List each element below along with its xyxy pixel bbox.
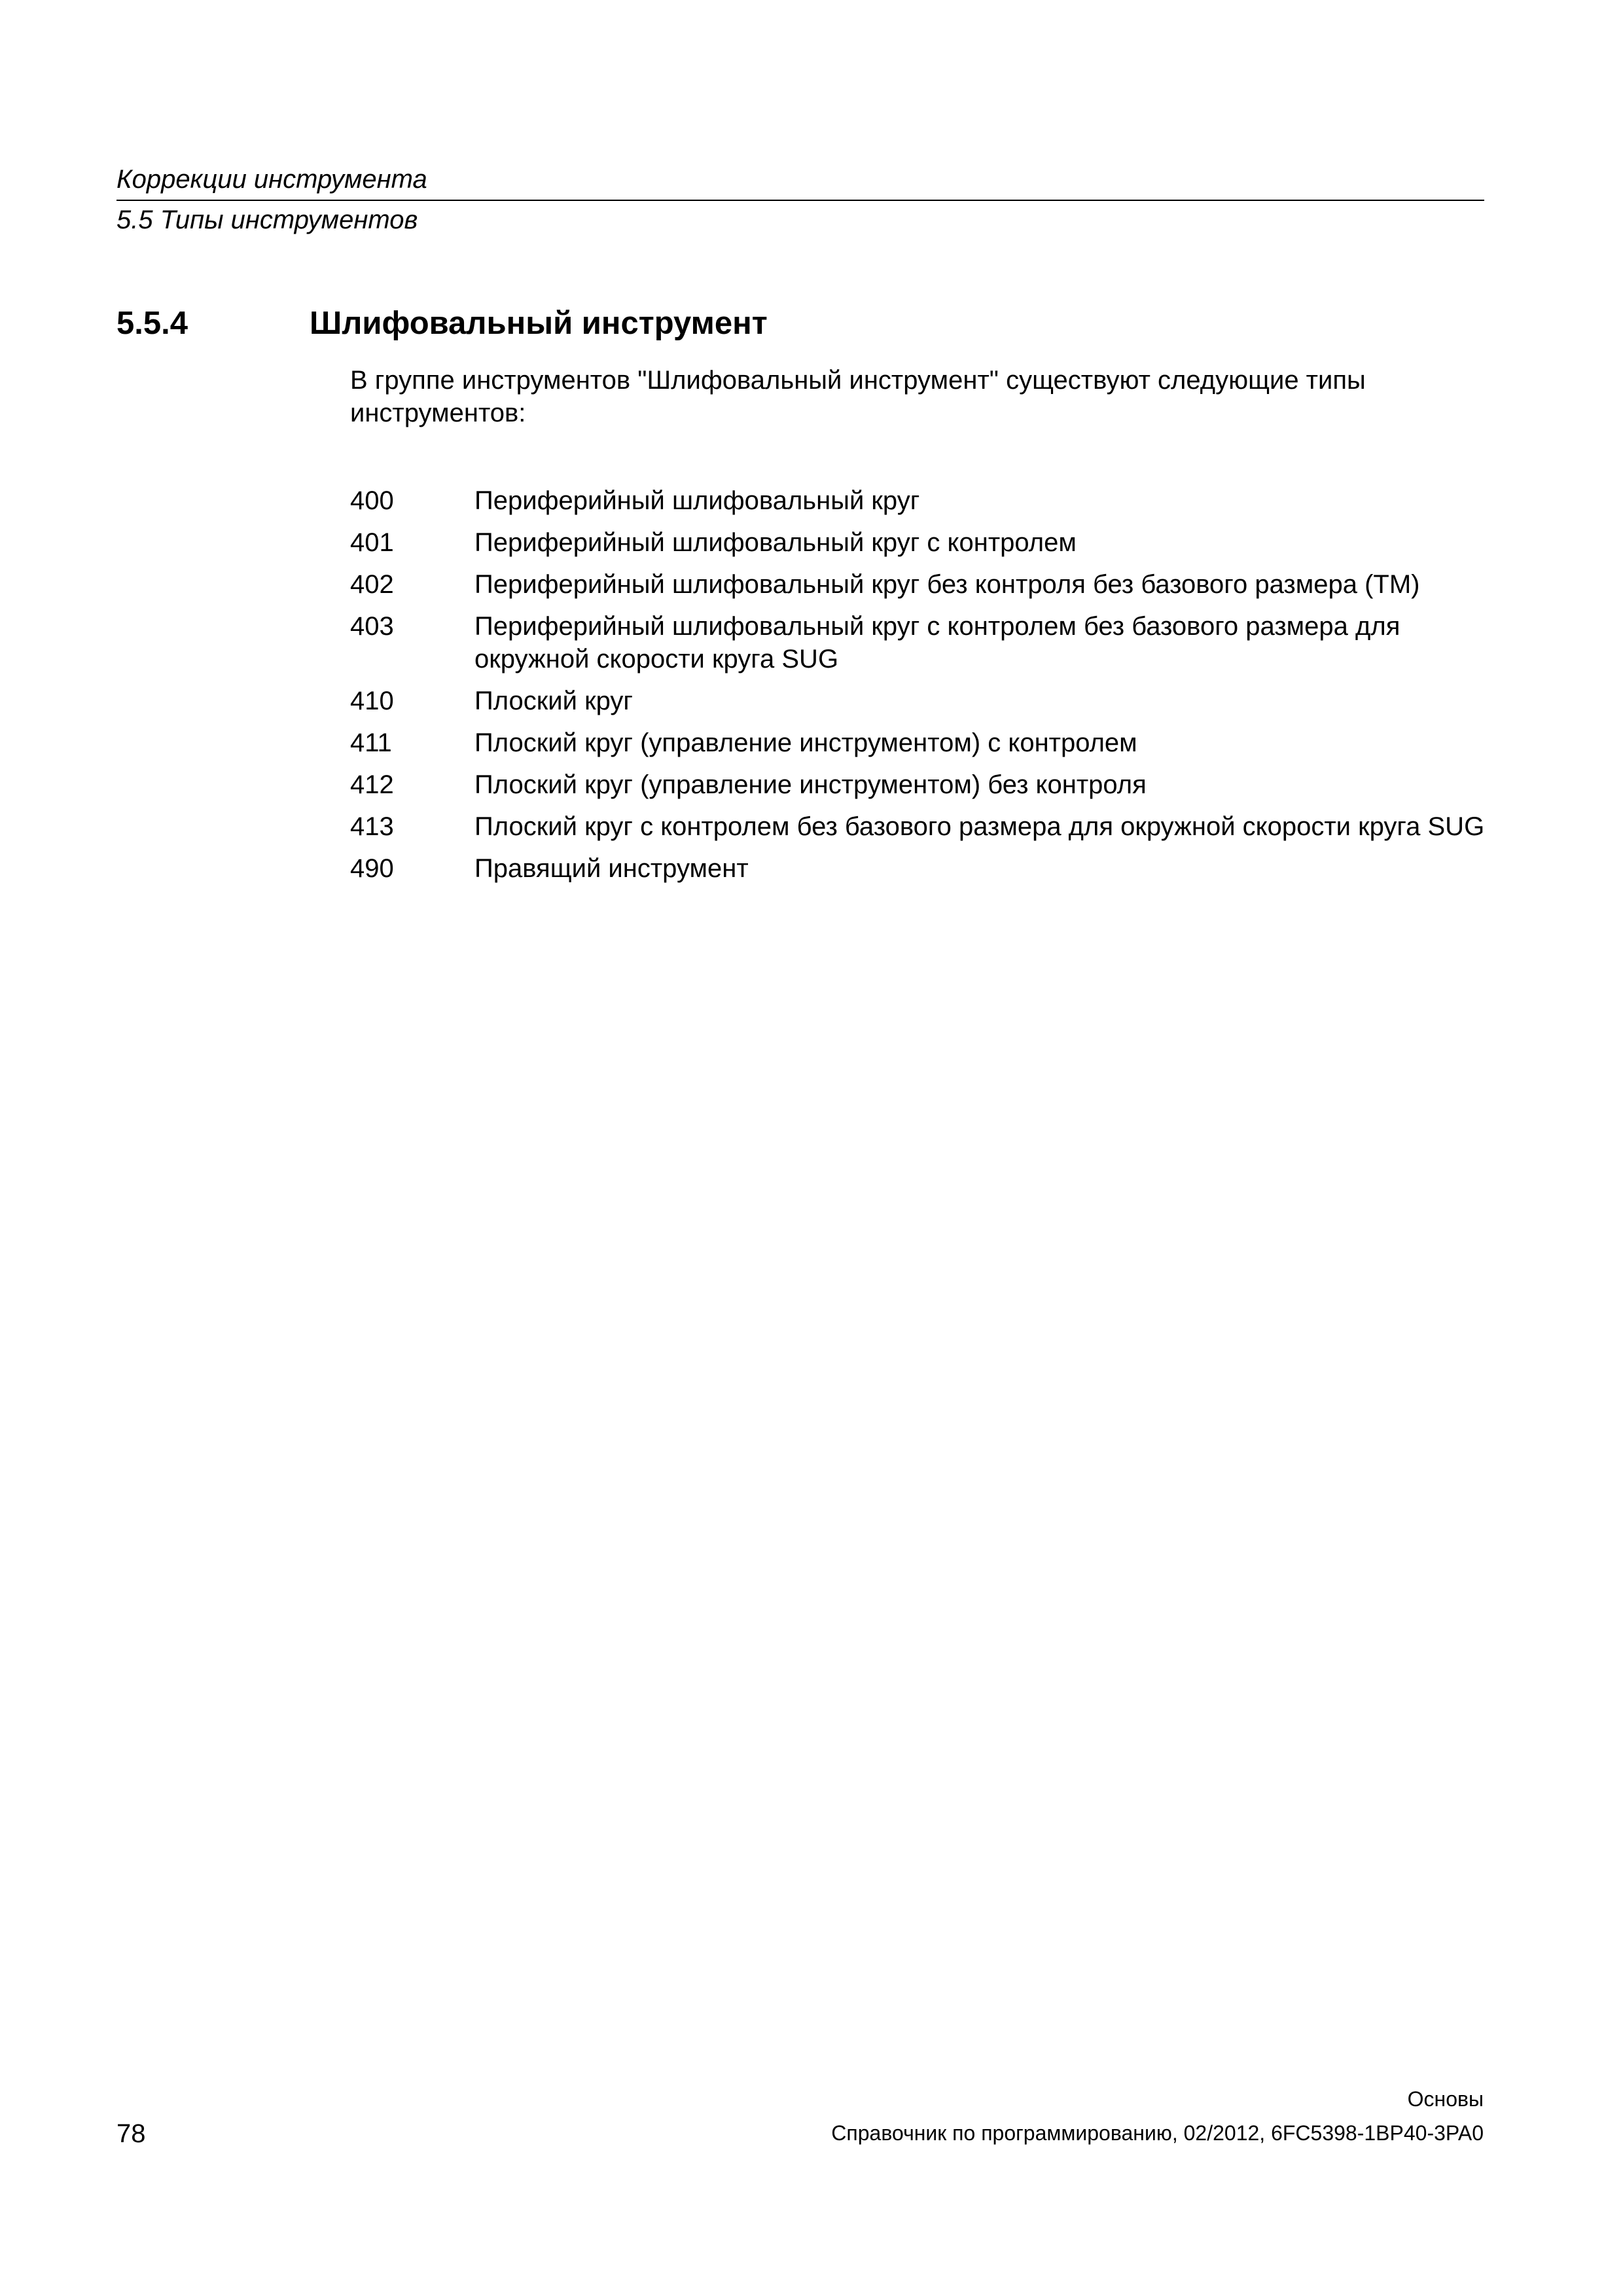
tool-types-list — [350, 484, 1489, 894]
footer-book-title: Основы — [1407, 2087, 1484, 2111]
tool-type-code: 403 — [350, 612, 394, 641]
tool-type-code: 410 — [350, 687, 394, 715]
tool-type-code: 411 — [350, 728, 392, 757]
tool-type-description: Периферийный шлифовальный круг с контролем без базового размера для окружной скорости круга SUG — [474, 612, 1400, 673]
intro-paragraph: В группе инструментов "Шлифовальный инструмент" существуют следующие типы инструментов: — [350, 366, 1366, 427]
tool-type-description: Периферийный шлифовальный круг с контролем — [474, 528, 1077, 557]
tool-type-description: Правящий инструмент — [474, 854, 749, 883]
list-item — [350, 484, 1489, 517]
list-item — [350, 852, 1489, 885]
section-number: 5.5.4 — [116, 306, 188, 341]
list-item — [350, 810, 1489, 843]
tool-type-description: Периферийный шлифовальный круг без контроля без базового размера (TM) — [474, 570, 1420, 599]
list-item — [350, 768, 1489, 801]
tool-type-description: Плоский круг с контролем без базового размера для окружной скорости круга SUG — [474, 812, 1485, 841]
header-section-title: 5.5 Типы инструментов — [116, 206, 418, 234]
footer-publication-info: Справочник по программированию, 02/2012, 6FC5398-1BP40-3PA0 — [831, 2121, 1484, 2145]
tool-type-code: 490 — [350, 854, 394, 883]
tool-type-code: 413 — [350, 812, 394, 841]
header-chapter-title: Коррекции инструмента — [116, 165, 427, 194]
list-item — [350, 610, 1489, 675]
page-number: 78 — [116, 2119, 146, 2148]
tool-type-description: Плоский круг (управление инструментом) без контроля — [474, 770, 1147, 799]
list-item — [350, 685, 1489, 717]
tool-type-description: Периферийный шлифовальный круг — [474, 486, 920, 515]
header-divider — [116, 200, 1484, 201]
list-item — [350, 568, 1489, 601]
list-item — [350, 726, 1489, 759]
tool-type-description: Плоский круг (управление инструментом) с контролем — [474, 728, 1137, 757]
tool-type-code: 401 — [350, 528, 394, 557]
page-footer — [831, 2085, 1484, 2147]
section-title: Шлифовальный инструмент — [310, 306, 768, 341]
tool-type-description: Плоский круг — [474, 687, 633, 715]
tool-type-code: 402 — [350, 570, 394, 599]
list-item — [350, 526, 1489, 559]
tool-type-code: 412 — [350, 770, 394, 799]
tool-type-code: 400 — [350, 486, 394, 515]
